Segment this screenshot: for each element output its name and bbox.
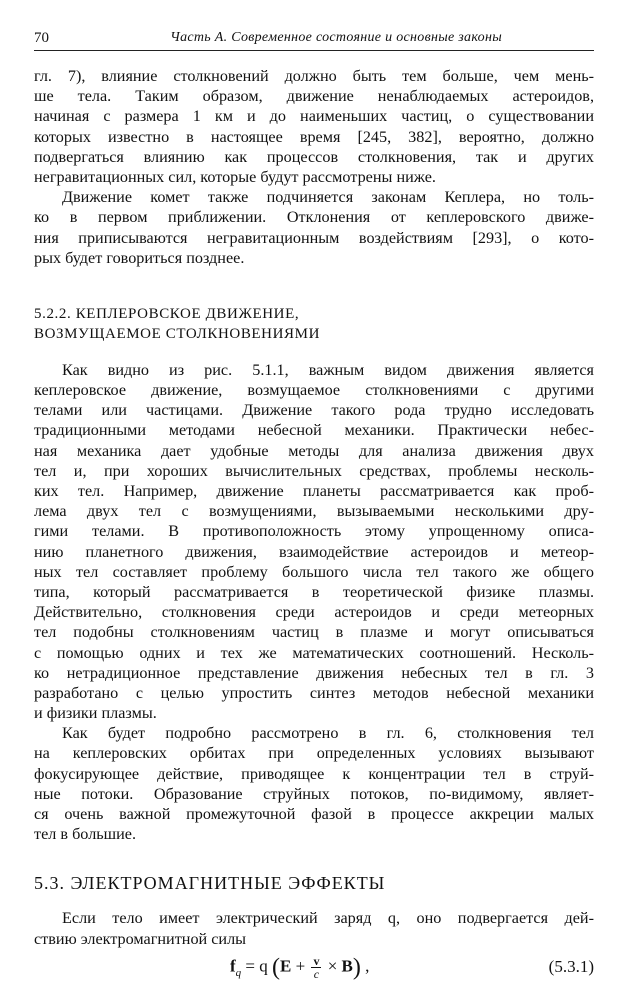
running-head: Часть А. Современное состояние и основные законы: [170, 30, 502, 45]
eq-times: ×: [323, 956, 342, 976]
section-title-5-2-2-line2: ВОЗМУЩАЕМОЕ СТОЛКНОВЕНИЯМИ: [34, 325, 321, 342]
text-line: на кеплеровских орбитах при определенных условиях вызывают: [34, 744, 594, 763]
eq-f-sub: q: [235, 966, 242, 979]
text-line: тел в большие.: [34, 825, 137, 844]
text-line: типа, который рассматривается в теоретической физике плазмы.: [34, 582, 594, 601]
formula: [230, 955, 369, 983]
text-line: и физики плазмы.: [34, 704, 157, 723]
eq-open-paren: (: [272, 954, 281, 981]
text-line: Движение комет также подчиняется законам Кеплера, но толь-: [62, 188, 594, 207]
text-line: Как будет подробно рассмотрено в гл. 6, столкновения тел: [62, 724, 594, 743]
text-line: рых будет говориться позднее.: [34, 248, 245, 267]
text-line: ся очень важной промежуточной фазой в процессе аккреции малых: [34, 805, 594, 823]
paragraph-1: [34, 66, 594, 187]
text-line: которых известно в настоящее время [245, 382], вероятно, должно: [34, 127, 594, 146]
text-line: тел и, при хороших вычислительных средствах, проблемы несколь-: [34, 461, 594, 480]
text-line: ше тела. Таким образом, движение ненаблюдаемых астероидов,: [34, 87, 594, 106]
text-line: ная механика дает удобные методы для анализа движения двух: [34, 441, 594, 460]
eq-E: E: [280, 956, 292, 976]
section-title-5-3: 5.3. ЭЛЕКТРОМАГНИТНЫЕ ЭФФЕКТЫ: [34, 873, 386, 894]
text-line: негравитационных сил, которые будут рассмотрены ниже.: [34, 167, 436, 186]
text-line: фокусирующее действие, приводящее к концентрации тел в струй-: [34, 764, 594, 783]
equation-number: (5.3.1): [548, 956, 594, 976]
eq-fraction: [311, 955, 321, 980]
eq-equals: = q: [241, 956, 273, 976]
text-line: ко нетрадиционное представление движения небесных тел в гл. 3: [34, 663, 594, 682]
text-line: Действительно, столкновения среди астероидов и среди метеорных: [34, 603, 594, 622]
text-line: кеплеровское движение, возмущаемое столкновениями с другими: [34, 381, 594, 400]
paragraph-2: [34, 187, 594, 268]
equation-5-3-1: [34, 949, 594, 985]
eq-B: B: [341, 956, 353, 976]
text-line: ные потоки. Образование струйных потоков, по-видимому, являет-: [34, 784, 594, 803]
text-line: тел подобны столкновениям частиц в плазме и могут описываться: [34, 623, 594, 642]
text-line: ных тел составляет проблему большого числа тел такого же общего: [34, 562, 594, 581]
text-line: начиная с размера 1 км и до наименьших частиц, о существовании: [34, 107, 594, 126]
text-line: Если тело имеет электрический заряд q, оно подвергается дей-: [62, 909, 594, 928]
text-line: гими телами. В противоположность этому упрощенному описа-: [34, 522, 594, 541]
text-line: лема двух тел с возмущениями, вызываемыми несколькими дру-: [34, 502, 594, 521]
eq-plus: +: [291, 956, 310, 976]
paragraph-5: [34, 908, 594, 948]
text-line: разработано с целью упростить синтез методов небесной механики: [34, 683, 594, 702]
eq-comma: ,: [360, 956, 370, 976]
text-line: ко в первом приближении. Отклонения от кеплеровского движе-: [34, 208, 594, 227]
text-line: ких тел. Например, движение планеты рассматривается как проб-: [34, 482, 594, 500]
page-number: 70: [34, 30, 49, 46]
page-body: [34, 66, 594, 985]
eq-f: f: [230, 956, 236, 976]
text-line: с помощью одних и тех же математических соотношений. Несколь-: [34, 643, 594, 662]
text-line: ния приписываются негравитационным воздействиям [293], о кото-: [34, 228, 594, 247]
text-line: ствию электромагнитной силы: [34, 929, 247, 948]
eq-frac-den: c: [313, 966, 320, 981]
paragraph-3: [34, 360, 594, 723]
paragraph-4: [34, 723, 594, 844]
eq-close-paren: ): [352, 954, 361, 981]
page-header: [34, 28, 594, 51]
text-line: подвергаться влиянию как процессов столкновения, так и других: [34, 147, 594, 166]
text-line: гл. 7), влияние столкновений должно быть тем больше, чем мень-: [34, 67, 594, 85]
eq-frac-num: v: [313, 953, 320, 968]
text-line: Как видно из рис. 5.1.1, важным видом движения является: [62, 360, 594, 379]
text-line: телами или частицами. Движение такого рода трудно исследовать: [34, 401, 594, 420]
section-title-5-2-2-line1: 5.2.2. КЕПЛЕРОВСКОЕ ДВИЖЕНИЕ,: [34, 305, 300, 322]
text-line: традиционными методами небесной механики. Практически небес-: [34, 421, 594, 440]
text-line: нию планетного движения, взаимодействие астероидов и метеор-: [34, 542, 594, 561]
